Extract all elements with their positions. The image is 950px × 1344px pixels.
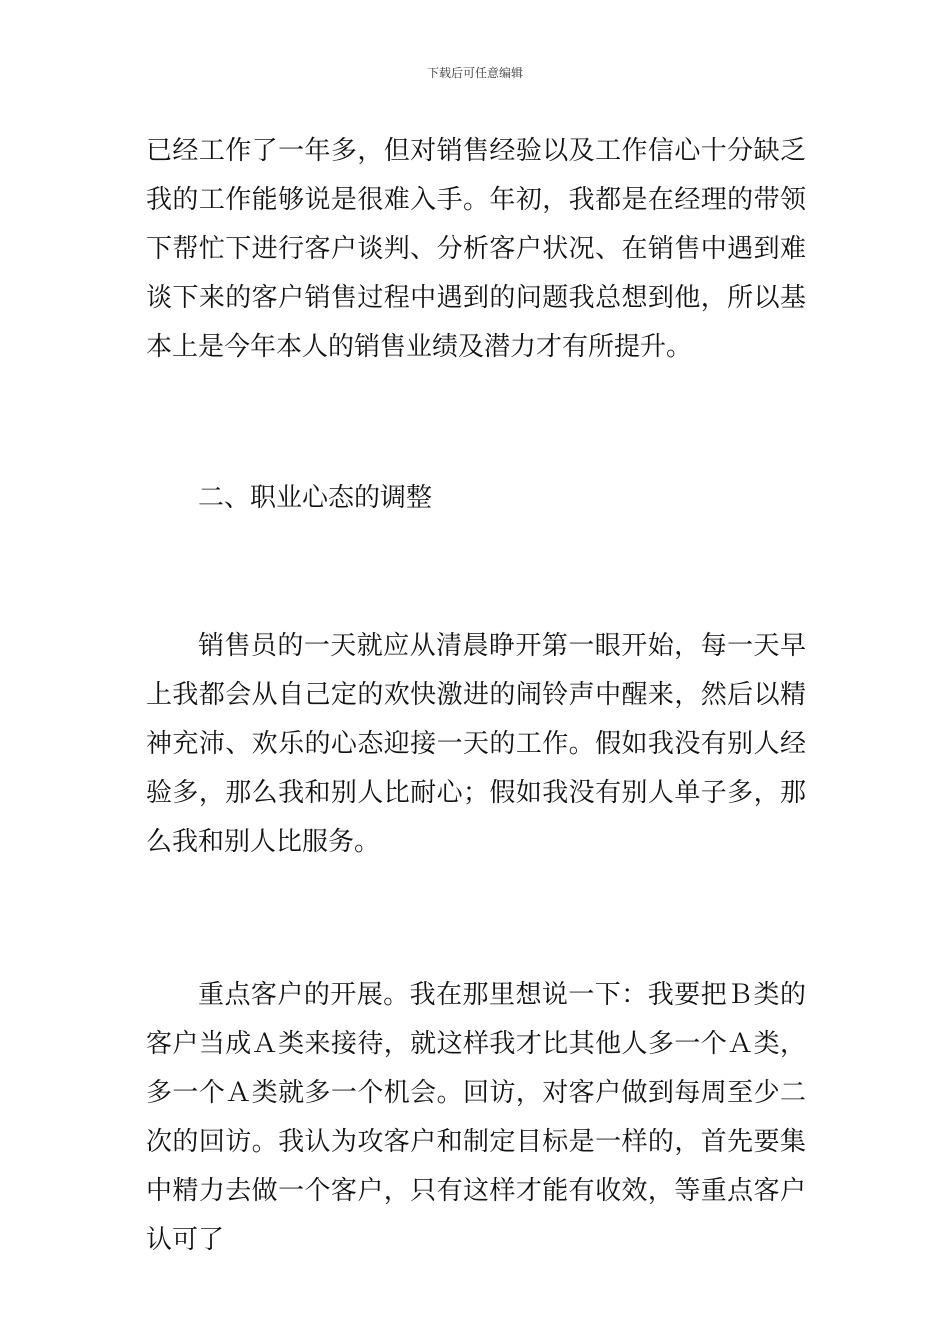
paragraph-work-experience: 已经工作了一年多，但对销售经验以及工作信心十分缺乏我的工作能够说是很难入手。年初，我都是在经理的带领下帮忙下进行客户谈判、分析客户状况、在销售中遇到难谈下来的客户销售过程中遇到的问题我总想到他，所以基本上是今年本人的销售业绩及潜力才有所提升。 [146, 136, 806, 362]
paragraph-career-mindset: 销售员的一天就应从清晨睁开第一眼开始，每一天早上我都会从自己定的欢快激进的闹铃声中醒来，然后以精神充沛、欢乐的心态迎接一天的工作。假如我没有别人经验多，那么我和别人比耐心；假如我没有别人单子多，那么我和别人比服务。 [146, 631, 806, 857]
page-header-note: 下载后可任意编辑 [426, 66, 523, 80]
section-heading: 二、职业心态的调整 [198, 483, 433, 513]
paragraph-key-clients: 重点客户的开展。我在那里想说一下：我要把Ｂ类的客户当成Ａ类来接待，就这样我才比其他人多一个Ａ类，多一个Ａ类就多一个机会。回访，对客户做到每周至少二次的回访。我认为攻客户和制定目标是一样的，首先要集中精力去做一个客户，只有这样才能有收效，等重点客户认可了 [146, 980, 806, 1255]
